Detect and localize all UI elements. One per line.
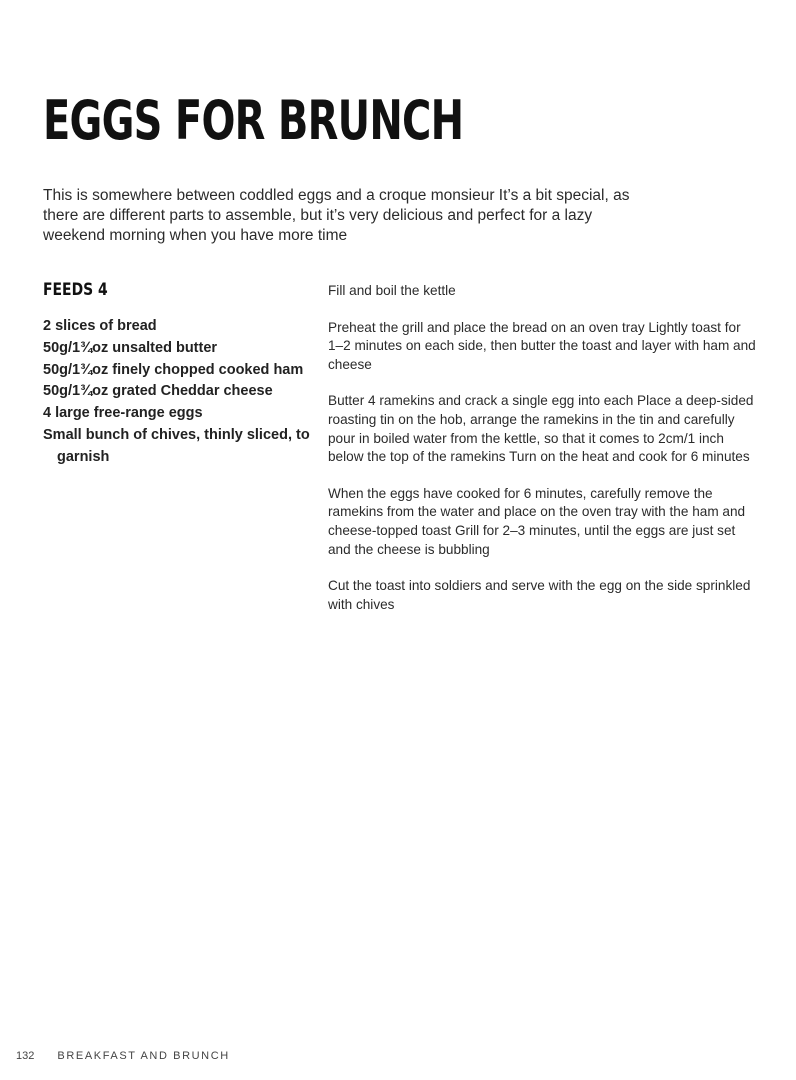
recipe-intro: This is somewhere between coddled eggs and a croque monsieur It’s a bit special, as there are different parts to assemble, but it’s very delicious and perfect for a lazy weekend morning when you have more time (43, 187, 630, 244)
section-name: BREAKFAST AND BRUNCH (57, 1050, 230, 1062)
method-steps (328, 282, 758, 632)
ingredient-item: Small bunch of chives, thinly sliced, to garnish (43, 426, 310, 465)
serves-heading: FEEDS 4 (43, 280, 108, 300)
ingredient-item: 4 large free-range eggs (43, 405, 203, 422)
ingredient-item: 50g/1¾oz finely chopped cooked ham (43, 361, 304, 378)
ingredient-item: 50g/1¾oz grated Cheddar cheese (43, 383, 273, 400)
page-number: 132 (16, 1050, 35, 1062)
method-step: When the eggs have cooked for 6 minutes, carefully remove the ramekins from the water and place on the oven tray with the ham and cheese-topped toast Grill for 2–3 minutes, until the eggs are just set and the cheese is bubbling (328, 485, 746, 557)
recipe-title: EGGS FOR BRUNCH (43, 89, 464, 152)
method-step: Cut the toast into soldiers and serve with the egg on the side sprinkled with chives (328, 578, 751, 612)
method-step: Preheat the grill and place the bread on an oven tray Lightly toast for 1–2 minutes on each side, then butter the toast and layer with ham and cheese (328, 319, 756, 372)
method-step: Butter 4 ramekins and crack a single egg into each Place a deep-sided roasting tin on the hob, arrange the ramekins in the tin and carefully pour in boiled water from the kettle, so that it comes to 2cm/1 inch below the top of the ramekins Turn on the heat and cook for 6 minutes (328, 393, 754, 465)
ingredient-item: 2 slices of bread (43, 318, 157, 334)
ingredient-item: 50g/1¾oz unsalted butter (43, 339, 218, 356)
page-footer (16, 1048, 230, 1064)
method-step: Fill and boil the kettle (328, 283, 456, 298)
ingredient-list (43, 316, 313, 469)
